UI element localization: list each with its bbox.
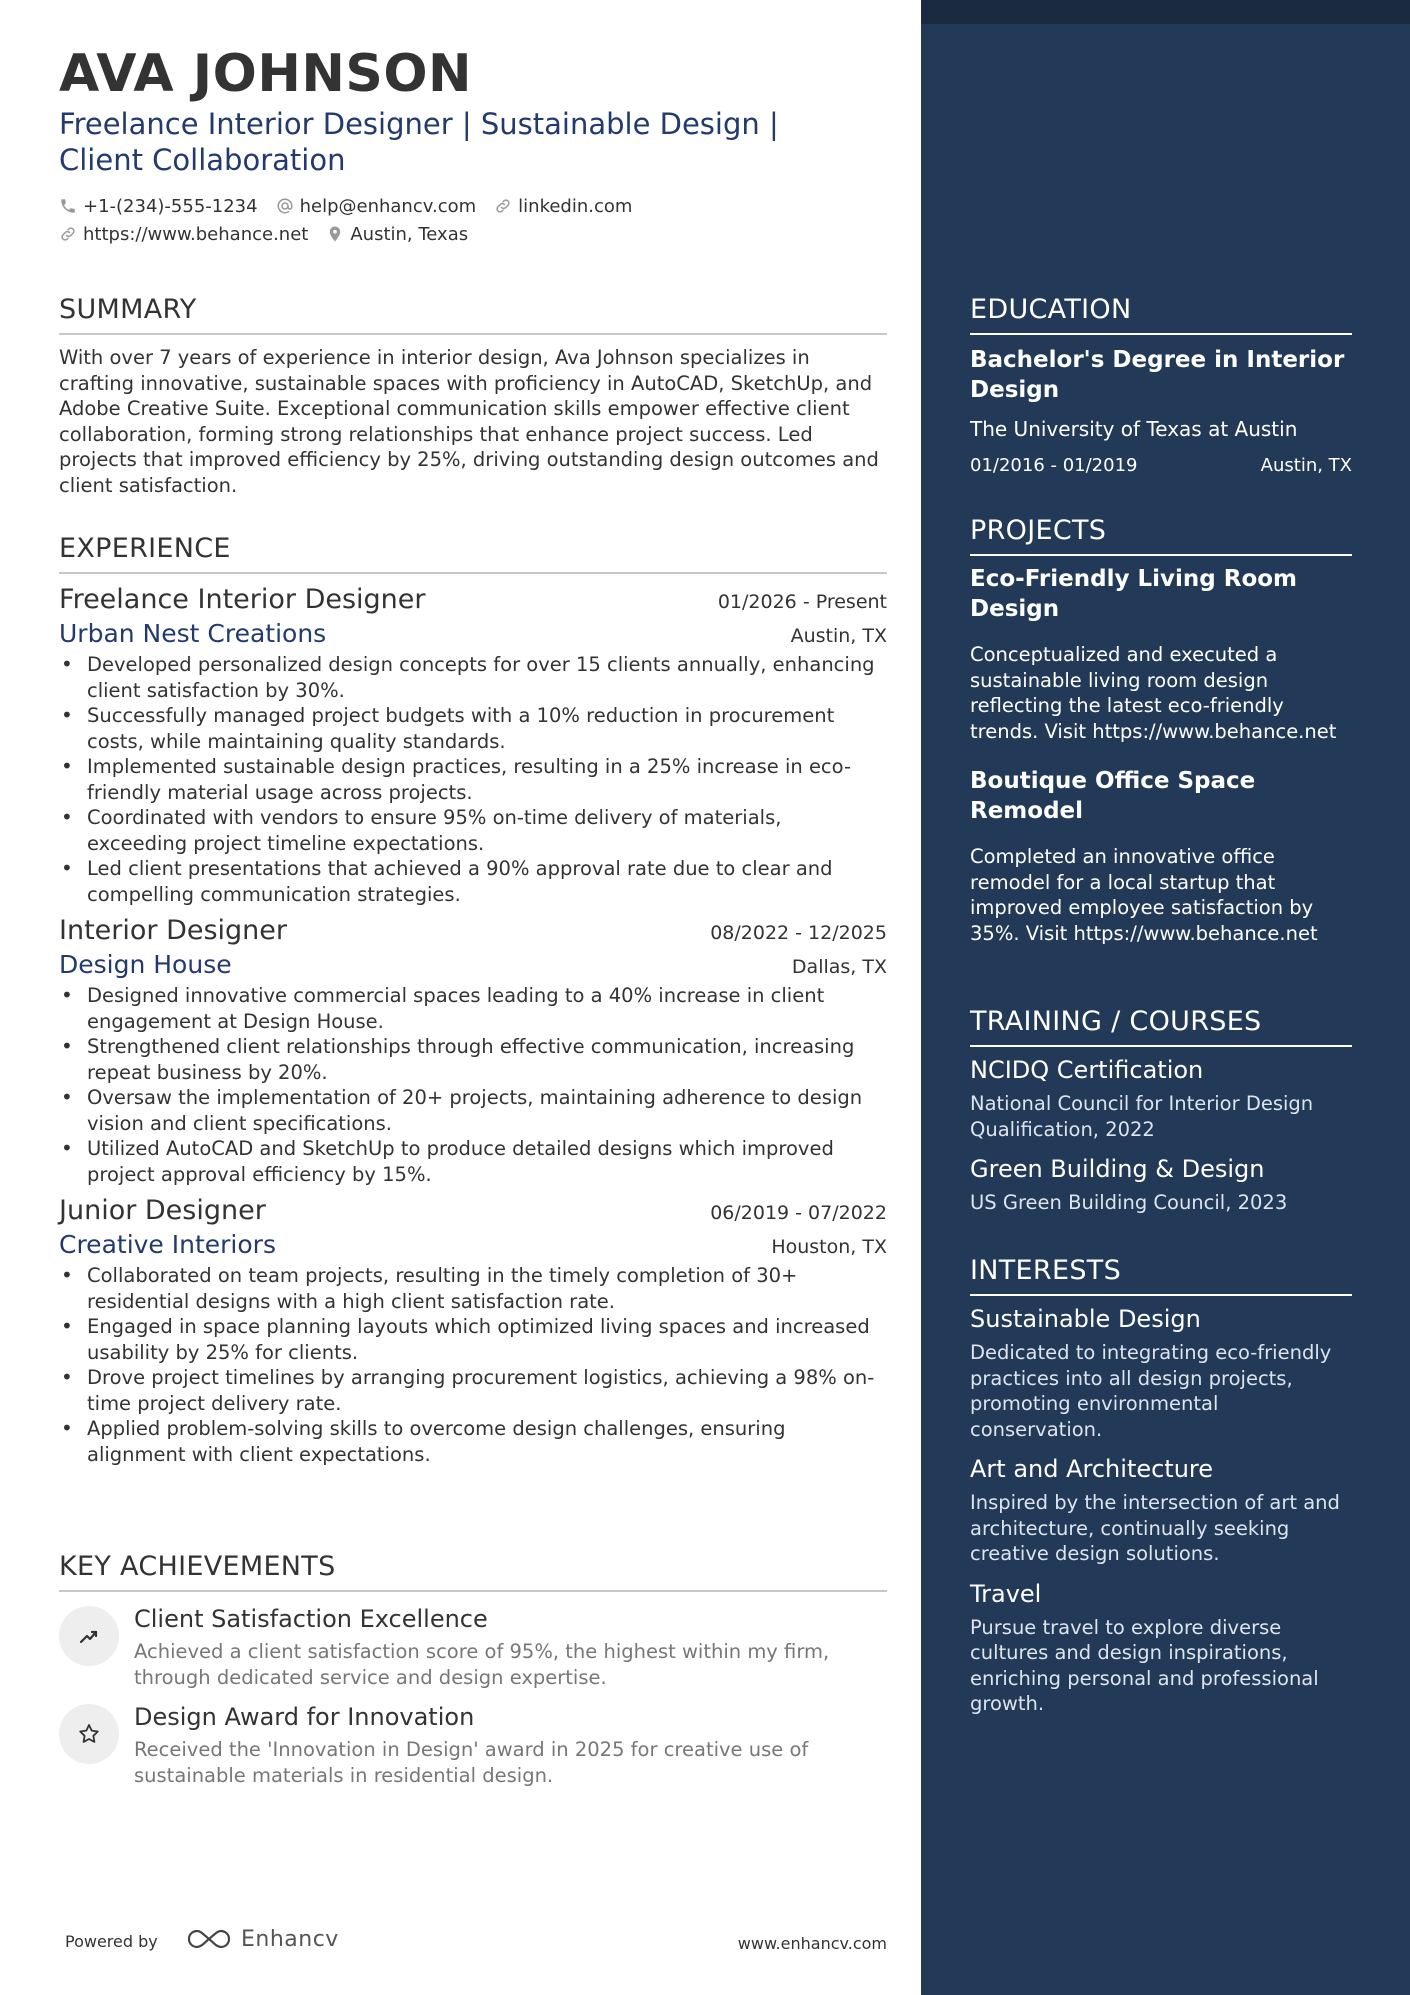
job-title: Freelance Interior Designer [59,584,426,615]
company-name: Design House [59,950,232,979]
education-dates: 01/2016 - 01/2019 [970,455,1138,476]
interest-item [970,1454,1352,1567]
achievement-icon-badge [59,1606,119,1666]
job-dates: 08/2022 - 12/2025 [710,922,887,944]
training-section [970,1006,1352,1216]
summary-text: With over 7 years of experience in interior design, Ava Johnson specializes in crafting innovative, sustainable spaces with proficiency in AutoCAD, SketchUp, and Adobe Creative Suite. Exceptional communication skills empower effective client collaboration, forming strong relationships that enhance project success. Led projects that improved efficiency by 25%, driving outstanding design outcomes and client satisfaction. [59,346,879,497]
bullet-item: • Engaged in space planning layouts which optimized living spaces and increased usability by 25% for clients. [87,1314,887,1365]
footer-url[interactable]: www.enhancv.com [737,1934,887,1953]
course-desc: National Council for Interior Design Qualification, 2022 [970,1092,1314,1141]
job-entry [59,915,887,1187]
project-item [970,564,1352,744]
summary-section [59,294,887,498]
course-item [970,1154,1352,1216]
education-school: The University of Texas at Austin [970,417,1298,441]
bullet-item: • Applied problem-solving skills to overcome design challenges, ensuring alignment with client expectations. [87,1416,887,1467]
interest-item [970,1579,1352,1717]
experience-section [59,533,887,1467]
bullet-item: • Successfully managed project budgets with a 10% reduction in procurement costs, while maintaining quality standards. [87,703,887,754]
contact-phone[interactable] [59,196,258,217]
interests-section [970,1255,1352,1717]
contact-location [326,224,468,245]
section-title: EXPERIENCE [59,533,887,574]
section-title: INTERESTS [970,1255,1352,1296]
job-bullets [59,983,887,1187]
interest-desc: Pursue travel to explore diverse cultures and design inspirations, enriching personal and professional growth. [970,1615,1319,1715]
link-icon [59,225,77,243]
achievement-desc: Achieved a client satisfaction score of 95%, the highest within my firm, through dedicated service and design expertise. [134,1640,830,1689]
company-name: Creative Interiors [59,1230,276,1259]
project-title: Boutique Office Space Remodel [970,768,1256,824]
company-name: Urban Nest Creations [59,619,327,648]
contact-info [59,192,879,248]
job-location: Houston, TX [771,1236,887,1258]
at-icon [276,197,294,215]
job-location: Dallas, TX [791,956,887,978]
bullet-item: • Drove project timelines by arranging procurement logistics, achieving a 98% on-time project delivery rate. [87,1365,887,1416]
section-title: TRAINING / COURSES [970,1006,1352,1047]
project-item [970,766,1352,946]
job-bullets [59,652,887,907]
phone-icon [59,197,77,215]
education-location: Austin, TX [1260,455,1352,476]
contact-email[interactable] [276,196,477,217]
achievement-title: Client Satisfaction Excellence [134,1605,488,1633]
interest-title: Sustainable Design [970,1305,1201,1333]
powered-by-label: Powered by [65,1932,158,1951]
bullet-item: • Designed innovative commercial spaces leading to a 40% increase in client engagement at Design House. [87,983,887,1034]
section-title: SUMMARY [59,294,887,335]
footer [65,1924,887,1964]
contact-text: +1-(234)-555-1234 [83,195,258,217]
education-degree: Bachelor's Degree in Interior Design [970,347,1345,403]
sidebar-top-band [921,0,1410,24]
bullet-item: • Developed personalized design concepts for over 15 clients annually, enhancing client satisfaction by 30%. [87,652,887,703]
achievement-title: Design Award for Innovation [134,1703,475,1731]
enhancv-logo-icon [185,1926,233,1952]
contact-text: help@enhancv.com [299,195,477,217]
course-title: Green Building & Design [970,1155,1265,1183]
location-pin-icon [326,225,344,243]
achievement-item [59,1604,887,1690]
job-location: Austin, TX [790,625,887,647]
achievement-icon-badge [59,1704,119,1764]
contact-portfolio[interactable] [59,224,308,245]
bullet-item: • Coordinated with vendors to ensure 95% on-time delivery of materials, exceeding project timeline expectations. [87,805,887,856]
candidate-name: AVA JOHNSON [59,44,473,104]
job-title: Junior Designer [59,1195,266,1226]
bullet-item: • Strengthened client relationships through effective communication, increasing repeat business by 20%. [87,1034,887,1085]
job-bullets [59,1263,887,1467]
bullet-item: • Collaborated on team projects, resulting in the timely completion of 30+ residential designs with a high client satisfaction rate. [87,1263,887,1314]
contact-text: https://www.behance.net [83,223,309,245]
contact-linkedin[interactable] [494,196,632,217]
education-section [970,294,1352,476]
star-icon [77,1722,101,1746]
enhancv-logo[interactable] [185,1926,339,1952]
contact-text: linkedin.com [518,195,633,217]
interest-title: Travel [970,1579,1042,1608]
bullet-item: • Led client presentations that achieved a 90% approval rate due to clear and compelling communication strategies. [87,856,887,907]
job-dates: 01/2026 - Present [717,591,887,613]
job-dates: 06/2019 - 07/2022 [710,1202,887,1224]
section-title: PROJECTS [970,515,1352,556]
project-desc: Completed an innovative office remodel for a local startup that improved employee satisfaction by 35%. Visit https://www.behance.net [970,845,1318,945]
job-entry [59,584,887,907]
project-desc: Conceptualized and executed a sustainable living room design reflecting the latest eco-friendly trends. Visit https://www.behance.net [970,643,1337,743]
bullet-item: • Utilized AutoCAD and SketchUp to produce detailed designs which improved project approval efficiency by 15%. [87,1136,887,1187]
achievements-section [59,1551,887,1788]
interest-desc: Dedicated to integrating eco-friendly practices into all design projects, promoting environmental conservation. [970,1341,1332,1441]
job-entry [59,1195,887,1467]
project-title: Eco-Friendly Living Room Design [970,566,1298,622]
achievement-item [59,1702,887,1788]
achievement-desc: Received the 'Innovation in Design' award in 2025 for creative use of sustainable materials in residential design. [134,1738,809,1787]
course-desc: US Green Building Council, 2023 [970,1191,1288,1214]
link-icon [494,197,512,215]
section-title: KEY ACHIEVEMENTS [59,1551,887,1592]
growth-arrow-icon [77,1624,101,1648]
section-title: EDUCATION [970,294,1352,335]
course-item [970,1055,1352,1142]
contact-row [59,220,879,248]
brand-name: Enhancv [241,1926,339,1952]
interest-item [970,1304,1352,1442]
bullet-item: • Oversaw the implementation of 20+ projects, maintaining adherence to design vision and client specifications. [87,1085,887,1136]
interest-title: Art and Architecture [970,1455,1214,1483]
contact-text: Austin, Texas [350,223,469,245]
job-title: Interior Designer [59,915,288,946]
projects-section [970,515,1352,946]
bullet-item: • Implemented sustainable design practices, resulting in a 25% increase in eco-friendly material usage across projects. [87,754,887,805]
course-title: NCIDQ Certification [970,1056,1204,1084]
contact-row [59,192,879,220]
interest-desc: Inspired by the intersection of art and architecture, continually seeking creative design solutions. [970,1491,1340,1565]
candidate-tagline: Freelance Interior Designer | Sustainable Design | Client Collaboration [59,107,779,177]
